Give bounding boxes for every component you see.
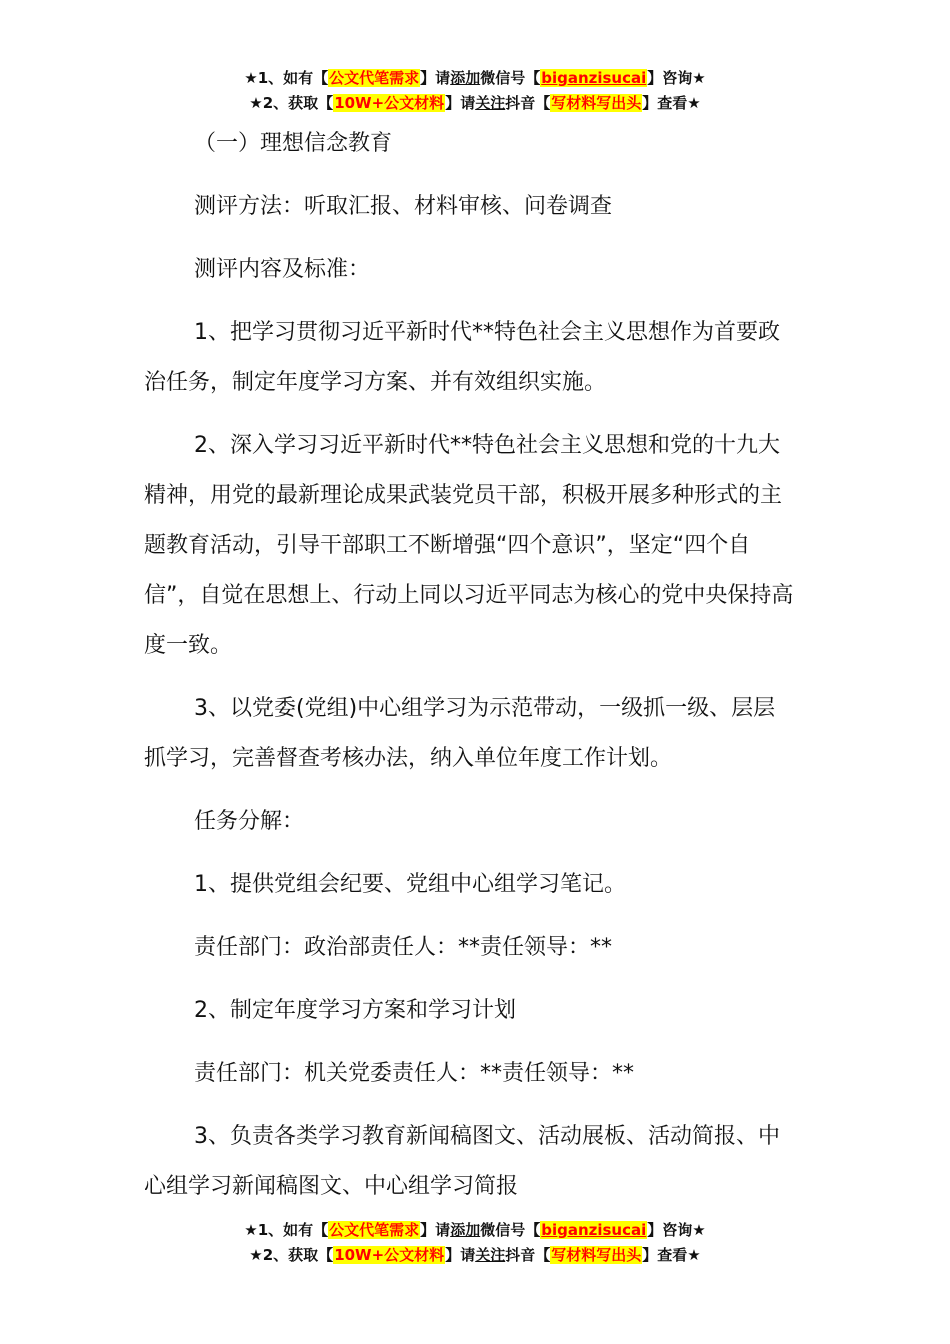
banner-underline: 关注	[475, 1246, 506, 1264]
task-item-2: 2、制定年度学习方案和学习计划	[194, 998, 516, 1023]
banner-text: ★2、获取【	[249, 1246, 334, 1264]
standard-label: 测评内容及标准：	[194, 257, 371, 282]
banner-text: 微信号【	[480, 69, 541, 87]
wechat-id-highlight: biganzisucai	[541, 69, 647, 87]
banner-text: 】请	[420, 69, 451, 87]
banner-text: 】请	[445, 94, 476, 112]
banner-text: 】请	[445, 1246, 476, 1264]
banner-text: ★1、如有【	[244, 1221, 329, 1239]
banner-underline: 添加	[450, 69, 481, 87]
footer-banner	[0, 1218, 950, 1268]
banner-text: 】请	[420, 1221, 451, 1239]
banner-text: 抖音【	[505, 1246, 551, 1264]
douyin-highlight: 写材料写出头	[551, 94, 642, 112]
task-item-3: 3、负责各类学习教育新闻稿图文、活动展板、活动简报、中心组学习新闻稿图文、中心组学习简报	[144, 1124, 780, 1199]
task-1-responsibility: 责任部门：政治部责任人：**责任领导：**	[194, 935, 613, 960]
banner-highlight: 公文代笔需求	[329, 69, 420, 87]
header-banner	[0, 66, 950, 116]
banner-underline: 关注	[475, 94, 506, 112]
task-label: 任务分解：	[194, 809, 305, 834]
banner-underline: 添加	[450, 1221, 481, 1239]
banner-text: 】咨询★	[647, 1221, 706, 1239]
banner-line-1	[0, 1218, 950, 1243]
banner-text: ★2、获取【	[249, 94, 334, 112]
standard-item-2: 2、深入学习习近平新时代**特色社会主义思想和党的十九大精神，用党的最新理论成果武装党员干部，积极开展多种形式的主题教育活动，引导干部职工不断增强“四个意识”，坚定“四个自信”，自觉在思想上、行动上同以习近平同志为核心的党中央保持高度一致。	[144, 433, 794, 658]
banner-line-1	[0, 66, 950, 91]
banner-text: 抖音【	[505, 94, 551, 112]
douyin-highlight: 写材料写出头	[551, 1246, 642, 1264]
banner-text: 】查看★	[642, 1246, 701, 1264]
evaluation-method: 测评方法：听取汇报、材料审核、问卷调查	[194, 194, 613, 219]
standard-item-1: 1、把学习贯彻习近平新时代**特色社会主义思想作为首要政治任务，制定年度学习方案、并有效组织实施。	[144, 320, 780, 395]
banner-text: 微信号【	[480, 1221, 541, 1239]
banner-text: ★1、如有【	[244, 69, 329, 87]
task-2-responsibility: 责任部门：机关党委责任人：**责任领导：**	[194, 1061, 635, 1086]
banner-line-2	[0, 1243, 950, 1268]
banner-text: 】咨询★	[647, 69, 706, 87]
wechat-id-highlight: biganzisucai	[541, 1221, 647, 1239]
task-item-1: 1、提供党组会纪要、党组中心组学习笔记。	[194, 872, 626, 897]
banner-line-2	[0, 91, 950, 116]
banner-highlight: 公文代笔需求	[329, 1221, 420, 1239]
section-heading: （一）理想信念教育	[194, 131, 393, 156]
standard-item-3: 3、以党委(党组)中心组学习为示范带动，一级抓一级、层层抓学习，完善督查考核办法，纳入单位年度工作计划。	[144, 696, 776, 771]
banner-text: 】查看★	[642, 94, 701, 112]
banner-highlight: 10W+公文材料	[334, 1246, 445, 1264]
banner-highlight: 10W+公文材料	[334, 94, 445, 112]
